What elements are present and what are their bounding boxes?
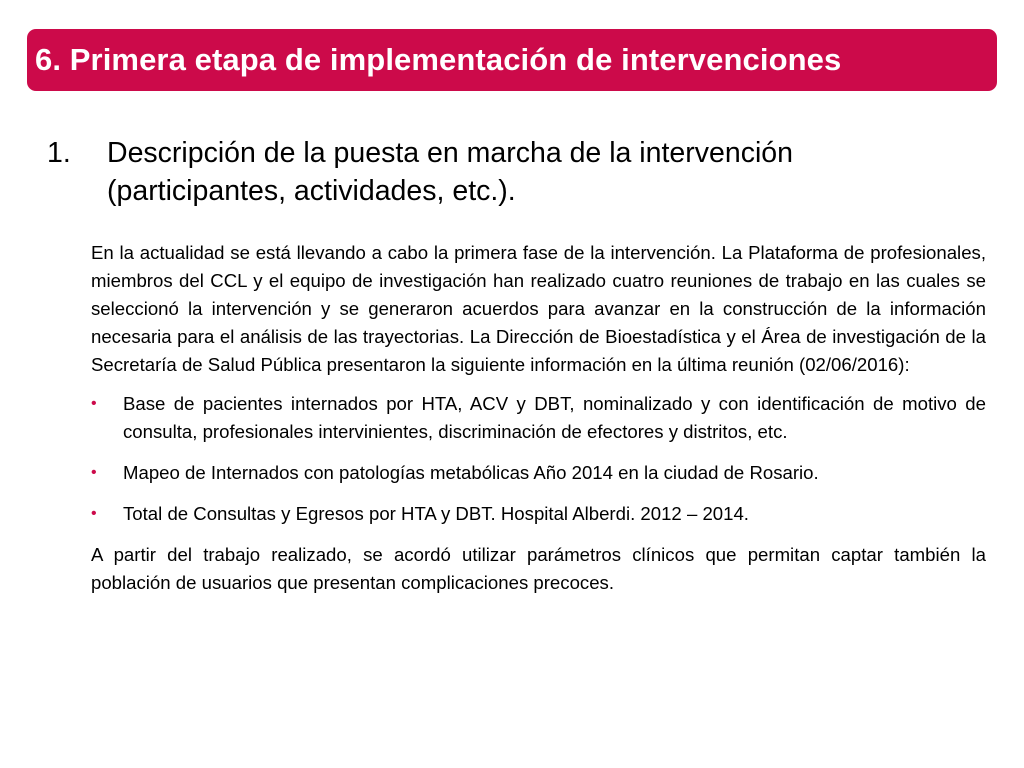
slide-title: 6. Primera etapa de implementación de intervenciones [35, 42, 842, 77]
bullet-icon: • [91, 395, 97, 412]
bullet-text: Mapeo de Internados con patologías metabólicas Año 2014 en la ciudad de Rosario. [123, 462, 819, 483]
closing-paragraph: A partir del trabajo realizado, se acordó utilizar parámetros clínicos que permitan captar también la población de usuarios que presentan complicaciones precoces. [91, 544, 986, 593]
list-item [91, 459, 986, 487]
numbered-section [47, 134, 947, 210]
list-item [91, 390, 986, 446]
bullet-text: Base de pacientes internados por HTA, ACV y DBT, nominalizado y con identificación de motivo de consulta, profesionales intervinientes, discriminación de efectores y distritos, etc. [123, 393, 986, 442]
bullet-icon: • [91, 505, 97, 522]
title-bar [27, 29, 997, 91]
body-content [91, 239, 986, 597]
bullet-icon: • [91, 464, 97, 481]
section-heading: Descripción de la puesta en marcha de la intervención (participantes, actividades, etc.). [107, 137, 793, 207]
bullet-text: Total de Consultas y Egresos por HTA y DBT. Hospital Alberdi. 2012 – 2014. [123, 503, 749, 524]
list-item [91, 500, 986, 528]
section-number: 1. [47, 137, 71, 169]
intro-paragraph: En la actualidad se está llevando a cabo la primera fase de la intervención. La Plataforma de profesionales, miembros del CCL y el equipo de investigación han realizado cuatro reuniones de trabajo en las cuales se seleccionó la intervención y se generaron acuerdos para avanzar en la construcción de la información necesaria para el análisis de las trayectorias. La Dirección de Bioestadística y el Área de investigación de la Secretaría de Salud Pública presentaron la siguiente información en la última reunión (02/06/2016): [91, 242, 986, 375]
bullet-list [91, 390, 986, 528]
